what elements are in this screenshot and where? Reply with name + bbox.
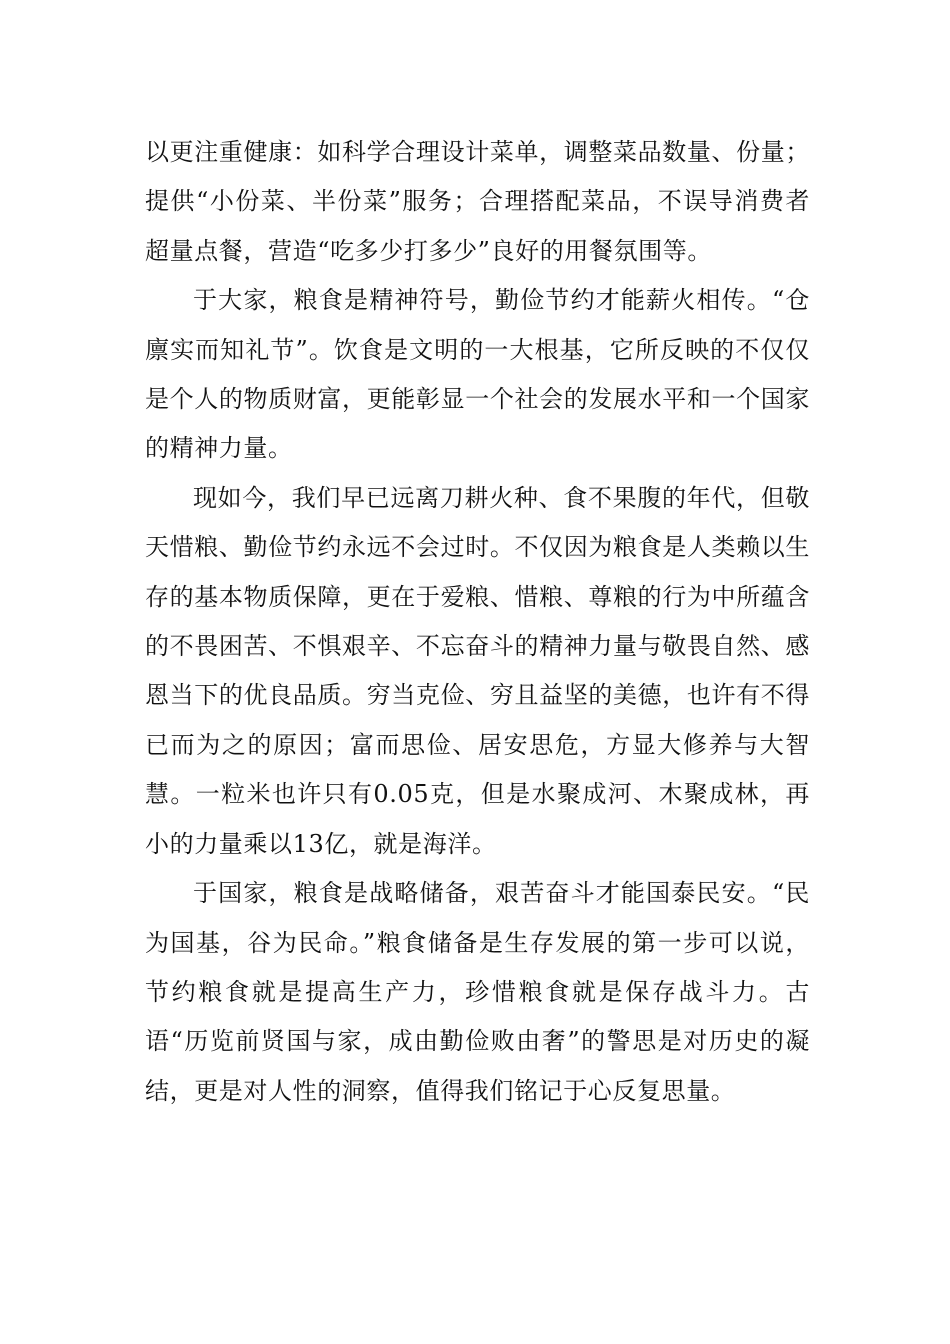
document-body bbox=[145, 128, 810, 1116]
paragraph-continuation: 以更注重健康：如科学合理设计菜单，调整菜品数量、份量；提供“小份菜、半份菜”服务；合理搭配菜品，不误导消费者超量点餐，营造“吃多少打多少”良好的用餐氛围等。 bbox=[145, 138, 810, 265]
paragraph: 于大家，粮食是精神符号，勤俭节约才能薪火相传。“仓廪实而知礼节”。饮食是文明的一大根基，它所反映的不仅仅是个人的物质财富，更能彰显一个社会的发展水平和一个国家的精神力量。 bbox=[145, 286, 810, 463]
paragraph: 于国家，粮食是战略储备，艰苦奋斗才能国泰民安。“民为国基，谷为民命。”粮食储备是生存发展的第一步可以说，节约粮食就是提高生产力，珍惜粮食就是保存战斗力。古语“历览前贤国与家，成由勤俭败由奢”的警思是对历史的凝结，更是对人性的洞察，值得我们铭记于心反复思量。 bbox=[145, 879, 810, 1105]
paragraph: 现如今，我们早已远离刀耕火种、食不果腹的年代，但敬天惜粮、勤俭节约永远不会过时。不仅因为粮食是人类赖以生存的基本物质保障，更在于爱粮、惜粮、尊粮的行为中所蕴含的不畏困苦、不惧艰辛、不忘奋斗的精神力量与敬畏自然、感恩当下的优良品质。穷当克俭、穷且益坚的美德，也许有不得已而为之的原因；富而思俭、居安思危，方显大修养与大智慧。一粒米也许只有0.05克，但是水聚成河、木聚成林，再小的力量乘以13亿，就是海洋。 bbox=[145, 483, 810, 858]
